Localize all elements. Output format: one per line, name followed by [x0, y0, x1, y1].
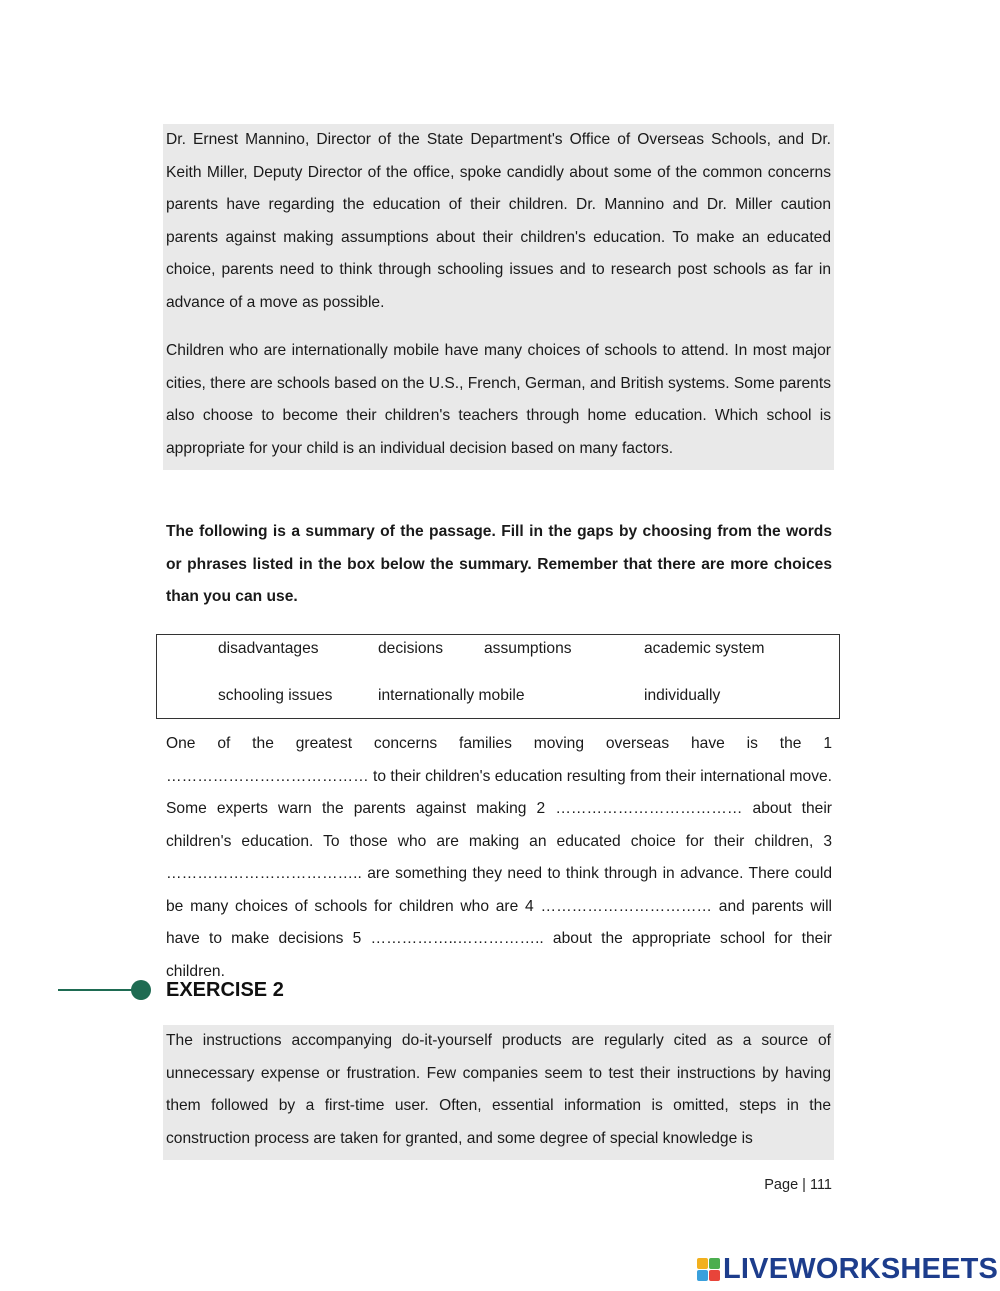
- exercise-2-heading: EXERCISE 2: [166, 979, 284, 1001]
- passage-paragraph-2: Children who are internationally mobile have many choices of schools to attend. In most major cities, there are schools based on the U.S., French, German, and British systems. Some parents also choose to become their children's teachers through home education. Which school is appropriate for your child is an individual decision based on many factors.: [166, 342, 831, 457]
- liveworksheets-logo: [697, 1252, 998, 1286]
- word-choice-box: [156, 634, 840, 719]
- word-option: schooling issues: [218, 687, 333, 704]
- page-number: Page | 111: [764, 1177, 832, 1193]
- liveworksheets-icon: [697, 1258, 720, 1281]
- word-option: internationally mobile: [378, 687, 525, 704]
- exercise-2-passage-box: [163, 1025, 834, 1160]
- passage-paragraph-1: Dr. Ernest Mannino, Director of the State Department's Office of Overseas Schools, and Dr. Keith Miller, Deputy Director of the office, spoke candidly about some of the common concerns parents have regarding the education of their children. Dr. Mannino and Dr. Miller caution parents against making assumptions about their children's education. To make an educated choice, parents need to think through schooling issues and to research post schools as far in advance of a move as possible.: [166, 131, 831, 311]
- word-option: academic system: [644, 640, 765, 657]
- exercise-instructions: The following is a summary of the passage. Fill in the gaps by choosing from the words or phrases listed in the box below the summary. Remember that there are more choices than you can use.: [166, 523, 832, 605]
- liveworksheets-wordmark: LIVEWORKSHEETS: [723, 1252, 999, 1285]
- summary-gap-fill: One of the greatest concerns families moving overseas have is the 1 ………………………………… to their children's education resulting from their international move. Some experts warn the parents against making 2 ……………………………… about their children's education. To those who are making an educated choice for their children, 3 ……………………………….. are something they need to think through in advance. There could be many choices of schools for children who are 4 …………………………… and parents will have to make decisions 5 ……………..…………….. about the appropriate school for their children.: [166, 735, 832, 980]
- exercise-marker-line: [58, 989, 138, 991]
- word-option: decisions: [378, 640, 444, 657]
- word-option: assumptions: [484, 640, 572, 657]
- exercise-marker-dot: [131, 980, 151, 1000]
- word-option: disadvantages: [218, 640, 319, 657]
- word-option: individually: [644, 687, 721, 704]
- exercise-2-paragraph: The instructions accompanying do-it-yourself products are regularly cited as a source of unnecessary expense or frustration. Few companies seem to test their instructions by having them followed by a first-time user. Often, essential information is omitted, steps in the construction process are taken for granted, and some degree of special knowledge is: [166, 1032, 831, 1147]
- passage-box: [163, 124, 834, 470]
